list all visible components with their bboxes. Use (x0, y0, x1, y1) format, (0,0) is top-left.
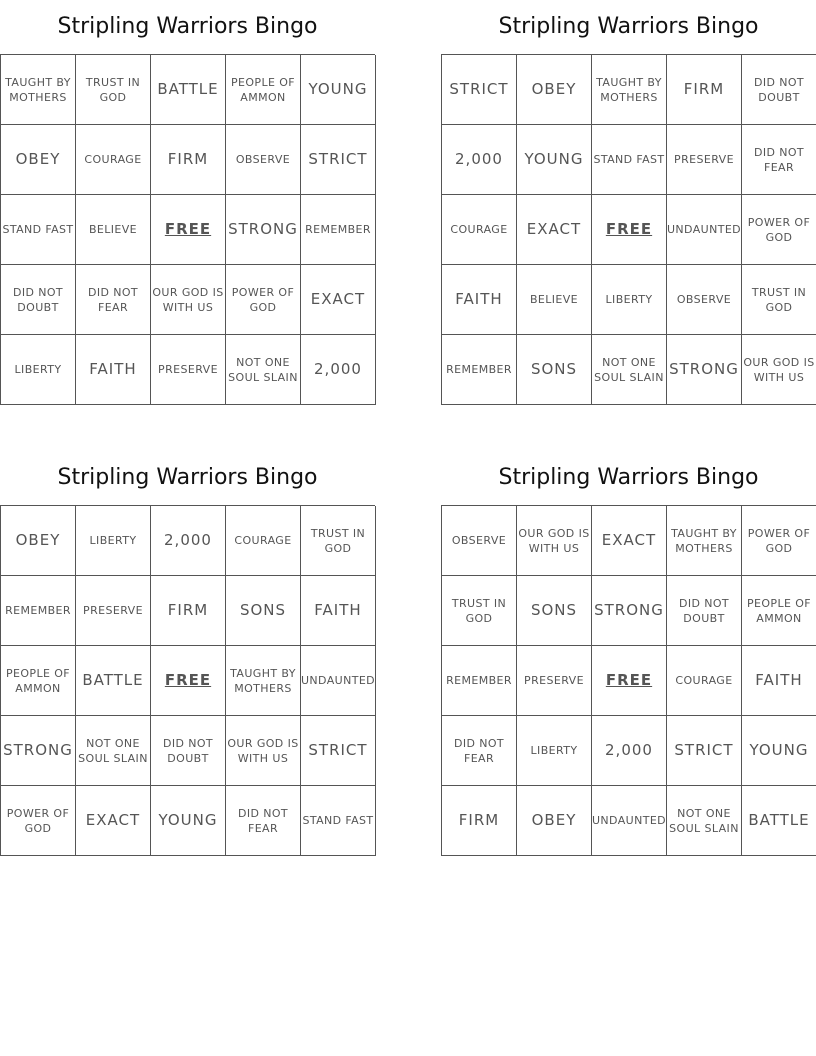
bingo-cell: TRUST IN GOD (742, 265, 816, 335)
bingo-cell: BATTLE (151, 55, 226, 125)
bingo-grid (441, 505, 816, 856)
bingo-cell: PRESERVE (76, 576, 151, 646)
bingo-cell: DID NOT DOUBT (742, 55, 816, 125)
bingo-cell: EXACT (301, 265, 376, 335)
bingo-cell: TAUGHT BY MOTHERS (1, 55, 76, 125)
bingo-cell: POWER OF GOD (1, 786, 76, 856)
bingo-cell: YOUNG (301, 55, 376, 125)
bingo-cell: PEOPLE OF AMMON (226, 55, 301, 125)
bingo-cell: DID NOT DOUBT (1, 265, 76, 335)
bingo-cell: STRICT (667, 716, 742, 786)
card-title: Stripling Warriors Bingo (498, 465, 759, 490)
bingo-cell: POWER OF GOD (226, 265, 301, 335)
bingo-cell: SONS (226, 576, 301, 646)
bingo-cell: OUR GOD IS WITH US (151, 265, 226, 335)
bingo-cell: BELIEVE (517, 265, 592, 335)
bingo-cell: BATTLE (742, 786, 816, 856)
bingo-cell: OBEY (1, 506, 76, 576)
card-title: Stripling Warriors Bingo (57, 465, 318, 490)
bingo-cell: DID NOT FEAR (742, 125, 816, 195)
free-space-cell: FREE (592, 195, 667, 265)
bingo-cell: FAITH (742, 646, 816, 716)
bingo-cell: COURAGE (76, 125, 151, 195)
bingo-cell: TRUST IN GOD (76, 55, 151, 125)
bingo-cell: LIBERTY (517, 716, 592, 786)
bingo-cell: OUR GOD IS WITH US (517, 506, 592, 576)
bingo-cell: FIRM (151, 576, 226, 646)
bingo-cell: COURAGE (667, 646, 742, 716)
bingo-cell: OBSERVE (667, 265, 742, 335)
bingo-cell: OBSERVE (442, 506, 517, 576)
bingo-cell: UNDAUNTED (667, 195, 742, 265)
bingo-cell: REMEMBER (442, 646, 517, 716)
bingo-cell: FAITH (442, 265, 517, 335)
bingo-cell: OBEY (1, 125, 76, 195)
bingo-cell: PRESERVE (667, 125, 742, 195)
bingo-cell: OBSERVE (226, 125, 301, 195)
bingo-cell: DID NOT FEAR (226, 786, 301, 856)
card-title: Stripling Warriors Bingo (57, 14, 318, 39)
bingo-card-3 (0, 451, 375, 856)
bingo-cell: PRESERVE (151, 335, 226, 405)
bingo-cell: UNDAUNTED (301, 646, 376, 716)
bingo-cell: POWER OF GOD (742, 506, 816, 576)
bingo-cell: EXACT (592, 506, 667, 576)
bingo-cell: PEOPLE OF AMMON (1, 646, 76, 716)
bingo-cell: OBEY (517, 786, 592, 856)
bingo-cell: DID NOT DOUBT (667, 576, 742, 646)
bingo-cell: 2,000 (442, 125, 517, 195)
bingo-cell: FIRM (151, 125, 226, 195)
bingo-cell: YOUNG (151, 786, 226, 856)
free-space-cell: FREE (151, 195, 226, 265)
bingo-cell: TRUST IN GOD (442, 576, 517, 646)
bingo-cell: STAND FAST (592, 125, 667, 195)
card-title: Stripling Warriors Bingo (498, 14, 759, 39)
bingo-cell: PRESERVE (517, 646, 592, 716)
bingo-cell: POWER OF GOD (742, 195, 816, 265)
bingo-cell: BELIEVE (76, 195, 151, 265)
bingo-cell: DID NOT FEAR (442, 716, 517, 786)
bingo-cell: YOUNG (517, 125, 592, 195)
bingo-cell: FIRM (667, 55, 742, 125)
free-space-cell: FREE (592, 646, 667, 716)
bingo-card-4 (441, 451, 816, 856)
bingo-cell: STRONG (226, 195, 301, 265)
bingo-cell: EXACT (517, 195, 592, 265)
bingo-card-1 (0, 0, 375, 405)
bingo-cell: OBEY (517, 55, 592, 125)
bingo-cell: NOT ONE SOUL SLAIN (592, 335, 667, 405)
bingo-card-2 (441, 0, 816, 405)
bingo-cell: REMEMBER (1, 576, 76, 646)
bingo-cell: NOT ONE SOUL SLAIN (226, 335, 301, 405)
bingo-cell: PEOPLE OF AMMON (742, 576, 816, 646)
bingo-cell: OUR GOD IS WITH US (226, 716, 301, 786)
bingo-cell: TAUGHT BY MOTHERS (226, 646, 301, 716)
bingo-cell: STRONG (1, 716, 76, 786)
bingo-cell: REMEMBER (301, 195, 376, 265)
bingo-cell: REMEMBER (442, 335, 517, 405)
bingo-cell: 2,000 (592, 716, 667, 786)
bingo-cell: NOT ONE SOUL SLAIN (76, 716, 151, 786)
bingo-cell: EXACT (76, 786, 151, 856)
bingo-cell: FAITH (301, 576, 376, 646)
bingo-cell: STRICT (301, 125, 376, 195)
bingo-cell: STRONG (592, 576, 667, 646)
bingo-cell: SONS (517, 335, 592, 405)
bingo-cell: STAND FAST (1, 195, 76, 265)
bingo-cell: SONS (517, 576, 592, 646)
bingo-cell: FAITH (76, 335, 151, 405)
bingo-cell: TRUST IN GOD (301, 506, 376, 576)
bingo-grid (0, 54, 375, 405)
bingo-cell: BATTLE (76, 646, 151, 716)
bingo-cell: STAND FAST (301, 786, 376, 856)
bingo-cell: TAUGHT BY MOTHERS (592, 55, 667, 125)
bingo-cell: STRONG (667, 335, 742, 405)
bingo-grid (0, 505, 375, 856)
bingo-cell: 2,000 (151, 506, 226, 576)
bingo-cell: COURAGE (226, 506, 301, 576)
bingo-cell: UNDAUNTED (592, 786, 667, 856)
bingo-cell: OUR GOD IS WITH US (742, 335, 816, 405)
bingo-cell: LIBERTY (1, 335, 76, 405)
bingo-cell: FIRM (442, 786, 517, 856)
bingo-cell: DID NOT FEAR (76, 265, 151, 335)
bingo-cell: STRICT (442, 55, 517, 125)
bingo-cell: TAUGHT BY MOTHERS (667, 506, 742, 576)
bingo-cell: STRICT (301, 716, 376, 786)
bingo-cell: LIBERTY (592, 265, 667, 335)
bingo-grid (441, 54, 816, 405)
bingo-cell: DID NOT DOUBT (151, 716, 226, 786)
bingo-cell: YOUNG (742, 716, 816, 786)
bingo-cell: 2,000 (301, 335, 376, 405)
bingo-cell: COURAGE (442, 195, 517, 265)
bingo-cell: NOT ONE SOUL SLAIN (667, 786, 742, 856)
bingo-cell: LIBERTY (76, 506, 151, 576)
free-space-cell: FREE (151, 646, 226, 716)
